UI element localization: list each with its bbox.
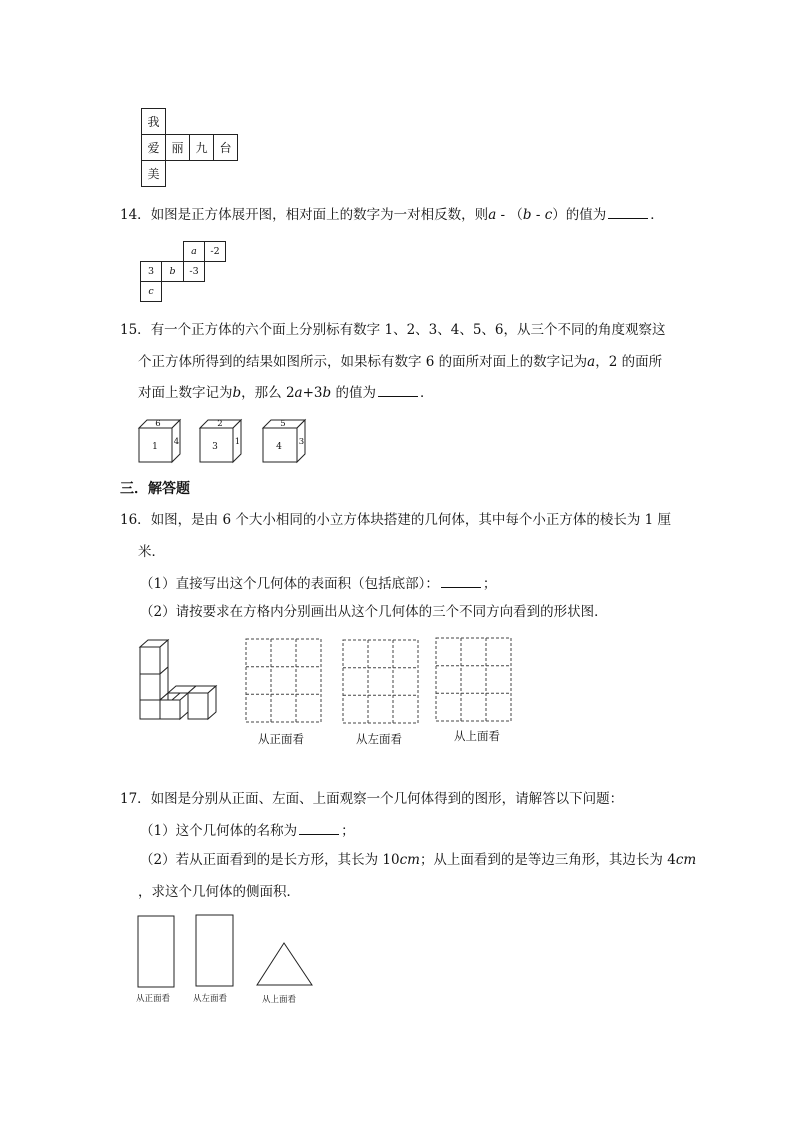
stacked-cubes-figure	[136, 639, 222, 721]
question-17-sub2	[140, 851, 696, 869]
net-cell: 我	[141, 108, 166, 135]
section-title: 三．解答题	[120, 481, 190, 497]
front-view-rect	[138, 916, 174, 987]
caption-front-view: 从正面看	[136, 994, 171, 1004]
caption-left-view: 从左面看	[356, 732, 402, 746]
expr-text: - （	[496, 207, 523, 223]
question-text: 如图，是由 6 个大小相同的小立方体块搭建的几何体，其中每个小正方体的棱长为 1 厘	[150, 512, 672, 528]
answer-blank[interactable]	[378, 384, 418, 397]
question-number: 15．	[120, 322, 151, 338]
top-view-triangle	[257, 943, 312, 985]
caption-left-view: 从左面看	[193, 994, 228, 1004]
net-cell-b: b	[161, 261, 184, 282]
question-16-line2: 米．	[138, 544, 165, 560]
net-cell: 丽	[165, 134, 190, 161]
sub-question-text: （1）这个几何体的名称为	[140, 823, 298, 839]
question-17-line1	[120, 790, 623, 808]
semicolon: ；	[482, 576, 497, 592]
net-cell: 九	[189, 134, 214, 161]
question-text: ，2 的面所	[595, 354, 663, 370]
q17-views	[136, 913, 326, 991]
var-b: b	[232, 385, 242, 401]
expr-text: ）的值为	[552, 207, 607, 223]
grid-top-view[interactable]	[435, 637, 513, 723]
var-b: b	[322, 385, 332, 401]
cube-3	[263, 419, 305, 462]
question-14	[120, 206, 664, 224]
question-17-sub2-cont: ，求这个几何体的侧面积．	[138, 884, 300, 900]
question-16-sub1	[140, 575, 496, 593]
cube-2-side: 1	[234, 437, 241, 447]
grid-left-view[interactable]	[342, 639, 420, 725]
net-cell-c: c	[140, 281, 162, 302]
net-cell-a: a	[183, 241, 205, 262]
question-text: 个正方体所得到的结果如图所示，如果标有数字 6 的面所对面上的数字记为	[138, 354, 588, 370]
question-text: ，那么 2	[241, 385, 295, 401]
cube-2	[200, 419, 241, 462]
question-15-line1	[120, 321, 666, 339]
net-cell-3: 3	[140, 261, 162, 282]
sub-question-text: ；从上面看到的是等边三角形，其边长为 4	[419, 852, 676, 868]
cube-1-top: 6	[155, 419, 161, 429]
caption-front-view: 从正面看	[258, 732, 304, 746]
unit-cm: cm	[675, 852, 697, 868]
question-16-line1	[120, 511, 671, 529]
left-view-rect	[196, 915, 233, 986]
cube-1-side: 4	[173, 437, 180, 447]
cube-net-14	[140, 241, 230, 305]
net-cell: 美	[141, 160, 166, 187]
net-cell: 爱	[141, 134, 166, 161]
question-text: 如图是分别从正面、左面、上面观察一个几何体得到的图形，请解答以下问题：	[150, 791, 624, 807]
question-text: 有一个正方体的六个面上分别标有数字 1、2、3、4、5、6，从三个不同的角度观察这	[150, 322, 666, 338]
answer-blank[interactable]	[608, 206, 648, 219]
answer-blank[interactable]	[441, 575, 481, 588]
cube-3-side: 3	[298, 437, 305, 447]
dice-views	[135, 416, 315, 468]
var-a: a	[587, 354, 596, 370]
net-cell: 台	[213, 134, 238, 161]
cube-1-front: 1	[152, 442, 158, 452]
cube-2-front: 3	[212, 442, 218, 452]
period: ．	[419, 385, 434, 401]
sub-question-text: （1）直接写出这个几何体的表面积（包括底部）：	[140, 576, 439, 592]
sub-question-text: （2）若从正面看到的是长方形，其长为 10	[140, 852, 400, 868]
question-number: 14．	[120, 207, 151, 223]
var-a: a	[488, 207, 497, 223]
question-text: 如图是正方体展开图，相对面上的数字为一对相反数，则	[150, 207, 489, 223]
cube-3-top: 5	[280, 419, 286, 429]
grid-front-view[interactable]	[245, 638, 323, 724]
expr-text: -	[531, 207, 545, 223]
question-text: 对面上数字记为	[138, 385, 233, 401]
period: ．	[650, 207, 664, 223]
unit-cm: cm	[399, 852, 420, 868]
caption-top-view: 从上面看	[454, 729, 500, 743]
var-b: b	[522, 207, 532, 223]
question-15-line3	[138, 384, 433, 402]
answer-blank[interactable]	[299, 822, 339, 835]
question-16-sub2: （2）请按要求在方格内分别画出从这个几何体的三个不同方向看到的形状图．	[140, 604, 608, 620]
cube-3-front: 4	[276, 442, 282, 452]
question-number: 17．	[120, 791, 151, 807]
var-c: c	[544, 207, 553, 223]
cube-2-top: 2	[217, 419, 223, 429]
question-17-sub1	[140, 822, 355, 840]
question-text: 的值为	[331, 385, 376, 401]
question-number: 16．	[120, 512, 151, 528]
semicolon: ；	[341, 823, 355, 839]
net-cell-minus3: -3	[183, 261, 205, 282]
var-a: a	[294, 385, 303, 401]
cube-1	[139, 419, 180, 462]
question-15-line2	[138, 353, 662, 371]
cube-net-13	[141, 108, 241, 190]
caption-top-view: 从上面看	[262, 995, 297, 1005]
net-cell-minus2: -2	[204, 241, 226, 262]
question-text: +3	[302, 385, 323, 401]
